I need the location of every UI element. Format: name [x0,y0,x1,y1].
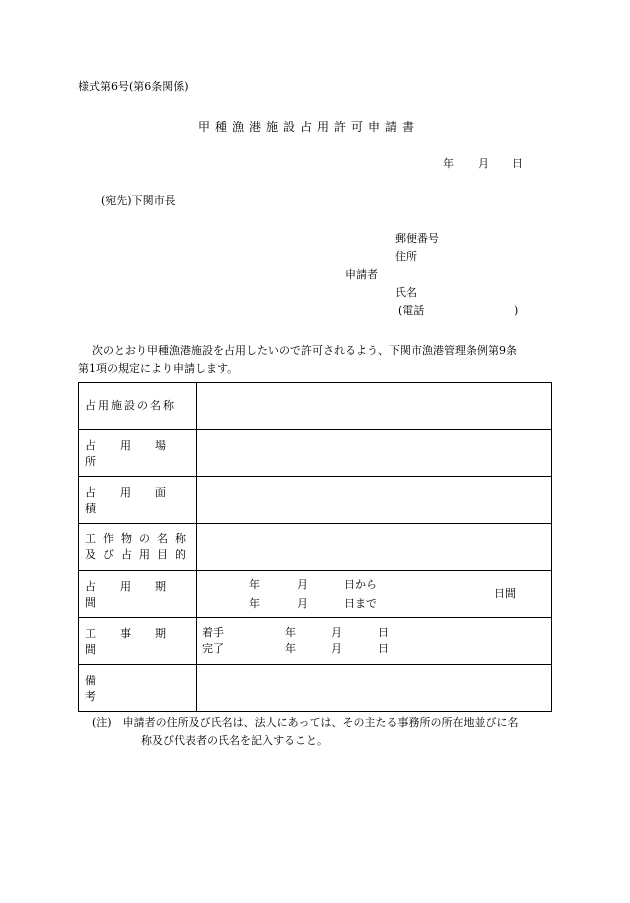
construction-start-label: 着手 [202,626,224,639]
address-label: 住所 [395,250,417,263]
construction-end-day: 日 [378,642,389,655]
application-table [78,382,552,712]
table-row [79,477,552,524]
phone-label: (電話 [398,304,425,317]
period-to-month: 月 [297,597,308,610]
input-structure-purpose[interactable] [197,524,552,571]
input-facility-name[interactable] [197,383,552,430]
body-text-line1: 次のとおり甲種漁港施設を占用したいので許可されるよう、下関市漁港管理条例第9条 [92,344,517,357]
body-text-line2: 第1項の規定により申請します。 [78,362,239,375]
label-occupancy-period: 占用期間 [79,571,197,618]
table-row [79,524,552,571]
form-number: 様式第6号(第6条関係) [78,80,189,93]
construction-start-month: 月 [331,626,342,639]
period-to-year: 年 [249,597,260,610]
period-from-suffix: 日から [344,578,377,591]
construction-end-month: 月 [331,642,342,655]
construction-start-year: 年 [285,626,296,639]
date-year-label: 年 [443,157,454,170]
label-occupancy-area: 占用面積 [79,477,197,524]
name-label: 氏名 [395,286,417,299]
period-from-year: 年 [249,578,260,591]
table-row [79,430,552,477]
table-row [79,383,552,430]
construction-period-cell[interactable] [197,618,552,665]
label-occupancy-location: 占用場所 [79,430,197,477]
table-row [79,618,552,665]
label-construction-period: 工事期間 [79,618,197,665]
period-from-month: 月 [297,578,308,591]
table-row [79,571,552,618]
construction-end-year: 年 [285,642,296,655]
period-to-suffix: 日まで [344,597,377,610]
applicant-label: 申請者 [345,268,378,281]
period-days-label: 日間 [494,587,516,600]
date-month-label: 月 [478,157,489,170]
postal-code-label: 郵便番号 [395,232,439,245]
input-occupancy-location[interactable] [197,430,552,477]
label-remarks: 備考 [79,665,197,712]
note-line1: (注) 申請者の住所及び氏名は、法人にあっては、その主たる事務所の所在地並びに名 [92,716,519,729]
construction-end-label: 完了 [202,642,224,655]
label-facility-name: 占用施設の名称 [79,383,197,430]
input-occupancy-area[interactable] [197,477,552,524]
construction-start-day: 日 [378,626,389,639]
note-line2: 称及び代表者の氏名を記入すること。 [141,734,328,747]
date-day-label: 日 [512,157,523,170]
addressee: (宛先)下関市長 [101,194,176,207]
input-remarks[interactable] [197,665,552,712]
phone-close: ) [514,304,519,317]
label-structure-purpose: 工作物の名称 及び占用目的 [79,524,197,571]
occupancy-period-cell[interactable] [197,571,552,618]
page-title: 甲種漁港施設占用許可申請書 [198,120,420,134]
table-row [79,665,552,712]
